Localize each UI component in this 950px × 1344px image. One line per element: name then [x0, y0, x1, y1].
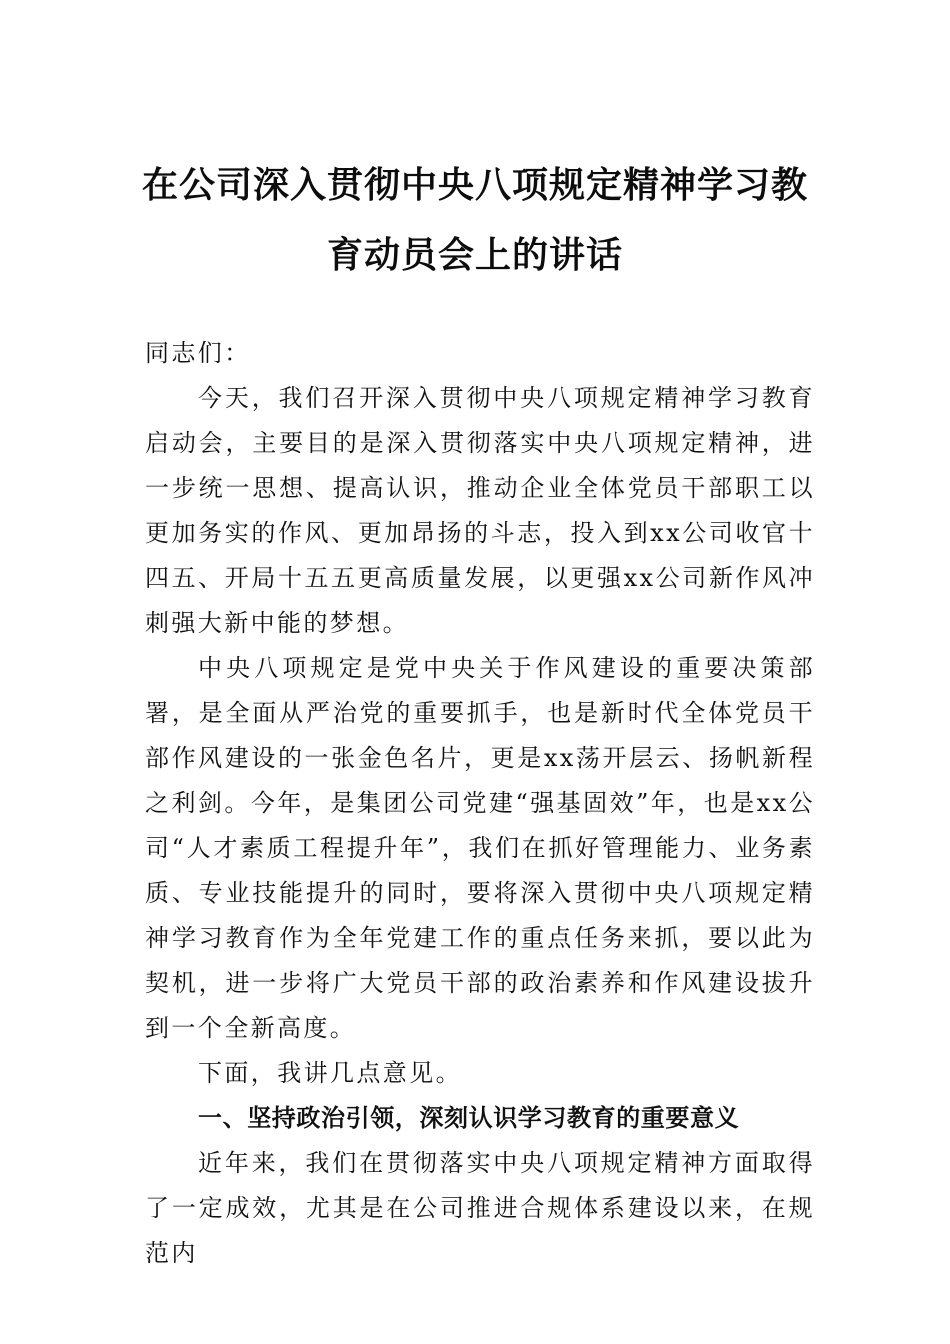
section-heading-1: 一、坚持政治引领，深刻认识学习教育的重要意义 — [198, 1104, 740, 1132]
document-body — [145, 331, 815, 1276]
salutation: 同志们： — [145, 339, 251, 367]
paragraph-opening: 今天，我们召开深入贯彻中央八项规定精神学习教育启动会，主要目的是深入贯彻落实中央八项规定精神，进一步统一思想、提高认识，推动企业全体党员干部职工以更加务实的作风、更加昂扬的斗志，投入到xx公司收官十四五、开局十五五更高质量发展，以更强xx公司新作风冲刺强大新中能的梦想。 — [145, 384, 815, 637]
paragraph-eight-rules: 中央八项规定是党中央关于作风建设的重要决策部署，是全面从严治党的重要抓手，也是新时代全体党员干部作风建设的一张金色名片，更是xx荡开层云、扬帆新程之利剑。今年，是集团公司党建“强基固效”年，也是xx公司“人才素质工程提升年”，我们在抓好管理能力、业务素质、专业技能提升的同时，要将深入贯彻中央八项规定精神学习教育作为全年党建工作的重点任务来抓，要以此为契机，进一步将广大党员干部的政治素养和作风建设拔升到一个全新高度。 — [145, 654, 815, 1042]
paragraph-transition: 下面，我讲几点意见。 — [198, 1059, 462, 1087]
document-title-line-2: 育动员会上的讲话 — [326, 235, 623, 276]
paragraph-section-1: 近年来，我们在贯彻落实中央八项规定精神方面取得了一定成效，尤其是在公司推进合规体系建设以来，在规范内 — [145, 1149, 815, 1267]
document-title-line-1: 在公司深入贯彻中央八项规定精神学习教 — [141, 165, 808, 206]
